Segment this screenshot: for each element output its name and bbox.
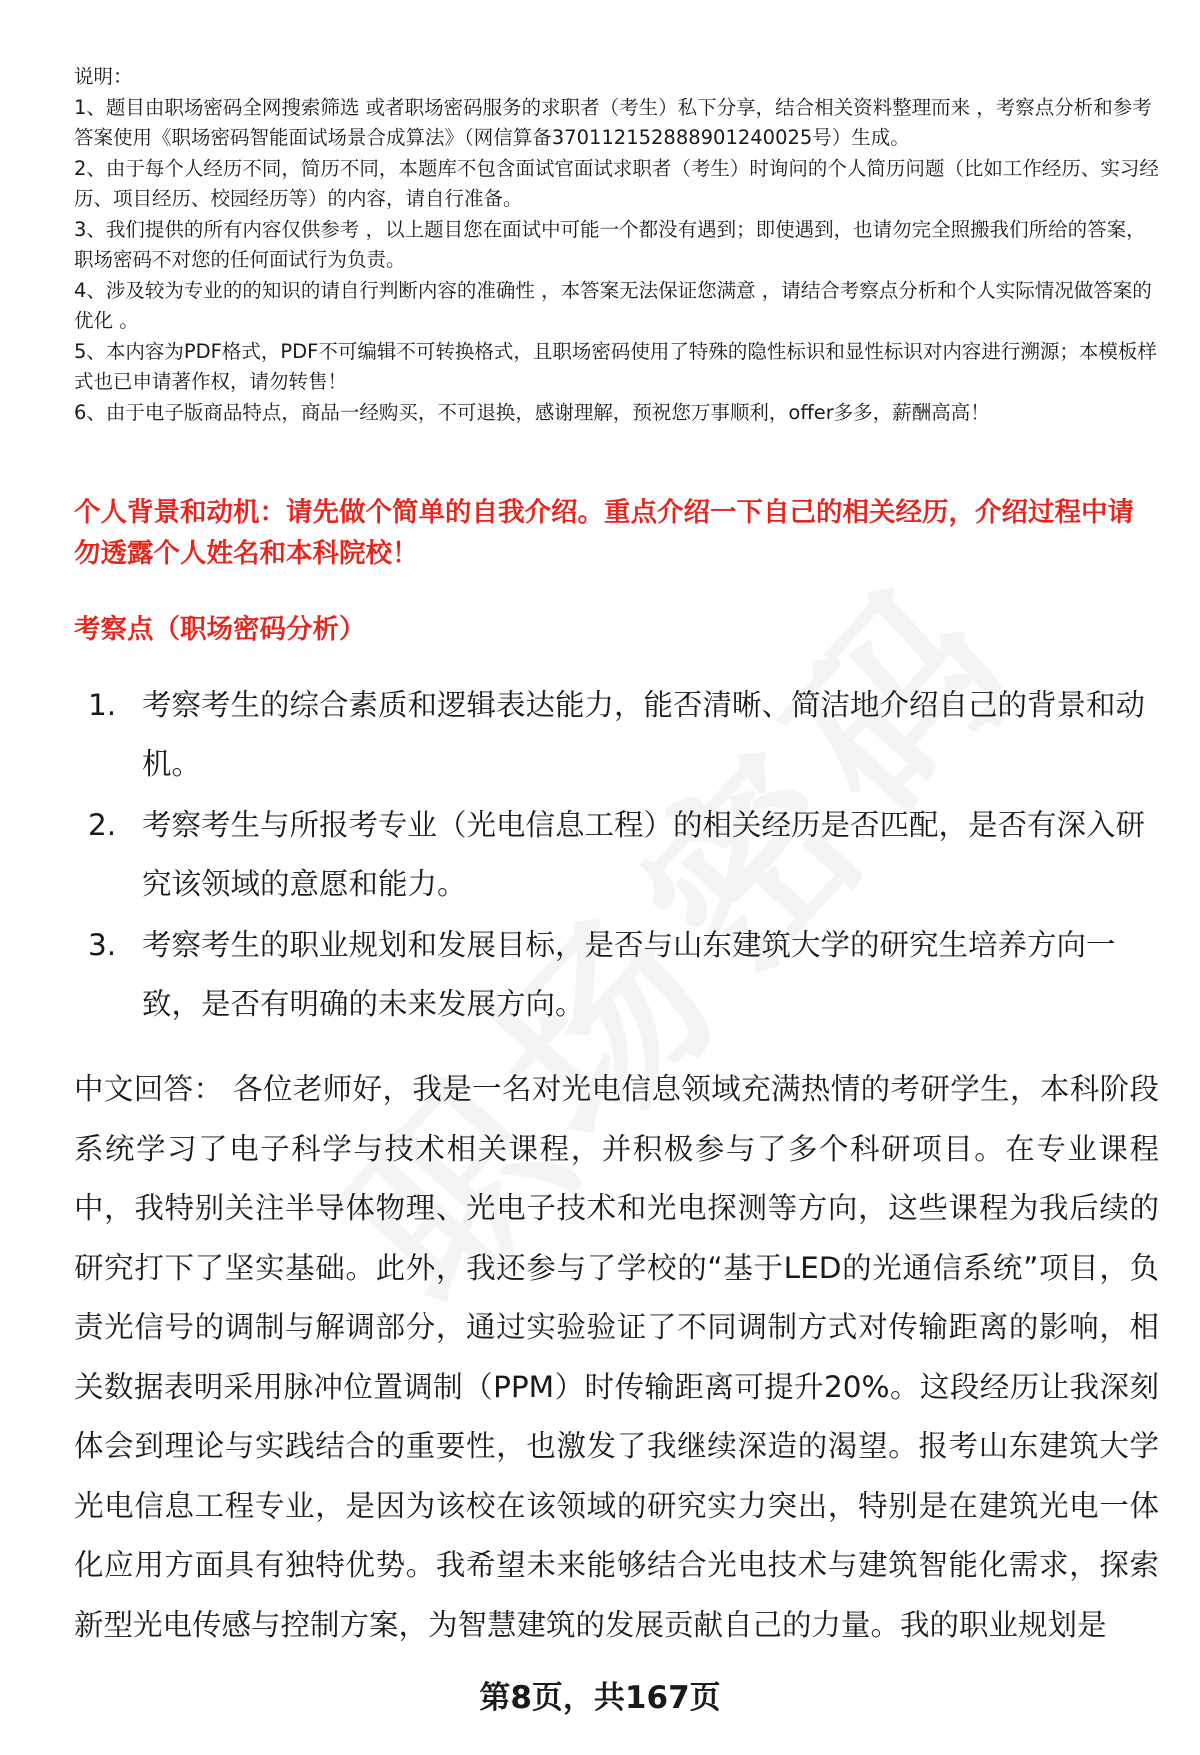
key-points-heading: 考察点（职场密码分析） bbox=[74, 614, 366, 645]
key-point-number: 2. bbox=[88, 808, 117, 842]
notes-item: 6、由于电子版商品特点，商品一经购买，不可退换，感谢理解，预祝您万事顺利，offer多多，薪酬高高！ bbox=[74, 400, 990, 424]
notes-item: 5、本内容为PDF格式，PDF不可编辑不可转换格式，且职场密码使用了特殊的隐性标识和显性标识对内容进行溯源；本模板样式也已申请著作权，请勿转售！ bbox=[74, 339, 1157, 393]
key-point-item bbox=[74, 796, 1154, 914]
answer-paragraph: 中文回答： 各位老师好，我是一名对光电信息领域充满热情的考研学生，本科阶段系统学习了电子科学与技术相关课程，并积极参与了多个科研项目。在专业课程中，我特别关注半导体物理、光电子技术和光电探测等方向，这些课程为我后续的研究打下了坚实基础。此外，我还参与了学校的“基于LED的光通信系统”项目，负责光信号的调制与解调部分，通过实验验证了不同调制方式对传输距离的影响，相关数据表明采用脉冲位置调制（PPM）时传输距离可提升20%。这段经历让我深刻体会到理论与实践结合的重要性，也激发了我继续深造的渴望。报考山东建筑大学光电信息工程专业，是因为该校在该领域的研究实力突出，特别是在建筑光电一体化应用方面具有独特优势。我希望未来能够结合光电技术与建筑智能化需求，探索新型光电传感与控制方案，为智慧建筑的发展贡献自己的力量。我的职业规划是 bbox=[74, 1072, 1159, 1642]
key-point-number: 1. bbox=[88, 688, 117, 722]
key-point-text: 考察考生的职业规划和发展目标，是否与山东建筑大学的研究生培养方向一致，是否有明确的未来发展方向。 bbox=[142, 928, 1116, 1021]
notes-item: 3、我们提供的所有内容仅供参考 ，以上题目您在面试中可能一个都没有遇到；即使遇到，也请勿完全照搬我们所给的答案，职场密码不对您的任何面试行为负责。 bbox=[74, 217, 1146, 271]
key-point-text: 考察考生的综合素质和逻辑表达能力，能否清晰、简洁地介绍自己的背景和动机。 bbox=[142, 688, 1146, 781]
key-point-item bbox=[74, 676, 1154, 794]
key-point-number: 3. bbox=[88, 928, 117, 962]
key-point-item bbox=[74, 916, 1154, 1034]
interview-question: 个人背景和动机：请先做个简单的自我介绍。重点介绍一下自己的相关经历，介绍过程中请勿透露个人姓名和本科院校！ bbox=[74, 497, 1134, 569]
disclaimer-notes bbox=[74, 62, 1164, 428]
page-footer: 第8页，共167页 bbox=[479, 1680, 721, 1716]
key-points-list bbox=[74, 676, 1154, 1036]
notes-item: 2、由于每个人经历不同，简历不同，本题库不包含面试官面试求职者（考生）时询问的个人简历问题（比如工作经历、实习经历、项目经历、校园经历等）的内容，请自行准备。 bbox=[74, 156, 1159, 210]
key-point-text: 考察考生与所报考专业（光电信息工程）的相关经历是否匹配，是否有深入研究该领域的意愿和能力。 bbox=[142, 808, 1146, 901]
notes-item: 4、涉及较为专业的的知识的请自行判断内容的准确性 ，本答案无法保证您满意 ，请结合考察点分析和个人实际情况做答案的优化 。 bbox=[74, 278, 1152, 332]
notes-title: 说明： bbox=[74, 65, 133, 88]
notes-item: 1、题目由职场密码全网搜索筛选 或者职场密码服务的求职者（考生）私下分享，结合相关资料整理而来 ，考察点分析和参考答案使用《职场密码智能面试场景合成算法》（网信算备370112152888901240025号）生成。 bbox=[74, 95, 1152, 149]
